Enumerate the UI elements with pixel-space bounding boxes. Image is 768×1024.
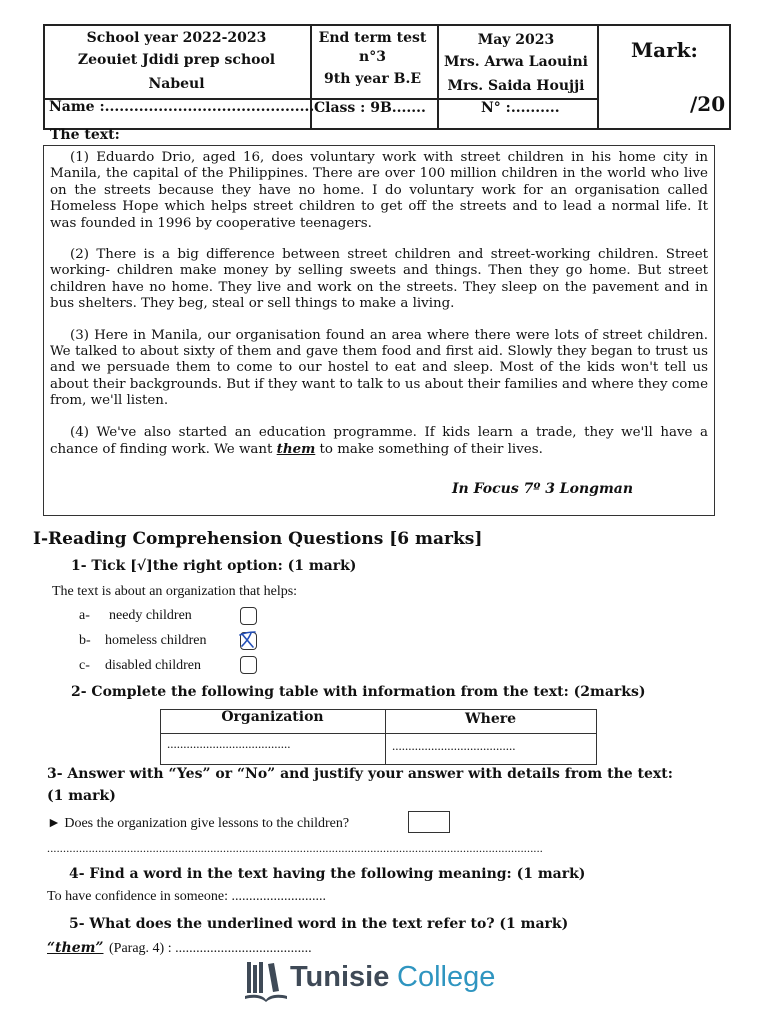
table-header-organization: Organization [221,709,324,725]
name-field[interactable]: Name :........................................... [49,99,315,115]
book-icon [244,960,288,1002]
justification-line[interactable]: ........................................................................................................................................................... [47,841,543,855]
table-divider [161,733,596,734]
option-a-checkbox[interactable] [240,607,257,625]
option-c-checkbox[interactable] [240,656,257,674]
section-title: I-Reading Comprehension Questions [6 marks] [33,529,483,549]
header-divider [597,26,599,128]
text-heading: The text: [50,127,120,143]
school-year: School year 2022-2023 [86,30,267,46]
question-3-text: ► Does the organization give lessons to the children? [47,816,350,831]
question-4-title: 4- Find a word in the text having the following meaning: (1 mark) [69,866,586,882]
table-answer-where[interactable]: ...................................... [392,738,516,753]
exam-date: May 2023 [477,32,555,48]
paragraph-2: (2) There is a big difference between street children and street-working children. Street working- children make money by selling sweets and things. Then they go home. But street children have no home. They live and work on the streets. They sleep on the pavement and in bus shelters. They beg, steal or sell things to make a living. [50,247,708,312]
test-title: End term test [318,30,427,46]
tunisie-college-logo [244,958,502,1004]
option-b-letter: b- [79,633,91,648]
table-header-where: Where [464,711,517,727]
school-name: Zeouiet Jdidi prep school [77,52,276,68]
logo-text-tunisie: Tunisie [290,961,390,993]
question-1-title: 1- Tick [√]the right option: (1 mark) [71,558,357,574]
text-source: In Focus 7º 3 Longman [452,481,634,497]
test-number: n°3 [359,49,386,65]
paragraph-3: (3) Here in Manila, our organisation found an area where there were lots of street children. We talked to about sixty of them and gave them food and first aid. Slowly they began to trust us and we persuade them to come to our hostel to eat and sleep. Most of the kids won't tell us about their backgrounds. But if they want to talk to us about their families and where they come from, we'll listen. [50,327,708,409]
mark-label: Mark: [631,38,698,62]
tick-mark-icon [239,630,256,648]
teacher-1: Mrs. Arwa Laouini [444,54,588,70]
option-c-letter: c- [79,658,90,673]
question-2-title: 2- Complete the following table with information from the text: (2marks) [71,684,646,700]
option-b-text: homeless children [105,633,207,648]
option-b-checkbox[interactable] [240,632,257,650]
option-c-text: disabled children [105,658,202,673]
question-5-prompt[interactable]: (Parag. 4) : ....................................... [109,941,312,956]
question-1-stem: The text is about an organization that helps: [52,584,298,599]
paragraph-4: (4) We've also started an education programme. If kids learn a trade, they we'll have a chance of finding work. We want them to make something of their lives. [50,424,708,458]
class-field[interactable]: Class : 9B....... [314,100,426,116]
question-3-marks: (1 mark) [47,788,116,804]
number-field[interactable]: N° :.......... [481,100,560,116]
underlined-word: them [276,441,316,458]
table-answer-organization[interactable]: ...................................... [167,736,291,751]
level: 9th year B.E [323,71,421,87]
question-5-title: 5- What does the underlined word in the text refer to? (1 mark) [69,916,569,932]
question-5-word: “them” [47,940,104,956]
yes-no-answer-box[interactable] [408,811,450,833]
logo-text-college: College [397,961,496,993]
teacher-2: Mrs. Saida Houjji [447,78,585,94]
question-3-title: 3- Answer with “Yes” or “No” and justify your answer with details from the text: [47,766,673,782]
question-4-prompt[interactable]: To have confidence in someone: ........................... [47,889,326,904]
paragraph-1: (1) Eduardo Drio, aged 16, does voluntary work with street children in his home city in Manila, the capital of the Philippines. There are over 100 million children in the world who live on the streets because they have no home. I do voluntary work for an organisation called Homeless Hope which helps street children to get off the streets and to lead a normal life. It was founded in 1996 by cooperative teenagers. [50,150,708,231]
city: Nabeul [148,76,205,92]
reading-text [43,145,715,516]
mark-total: /20 [690,92,726,116]
option-a-text: needy children [109,608,192,623]
option-a-letter: a- [79,608,90,623]
